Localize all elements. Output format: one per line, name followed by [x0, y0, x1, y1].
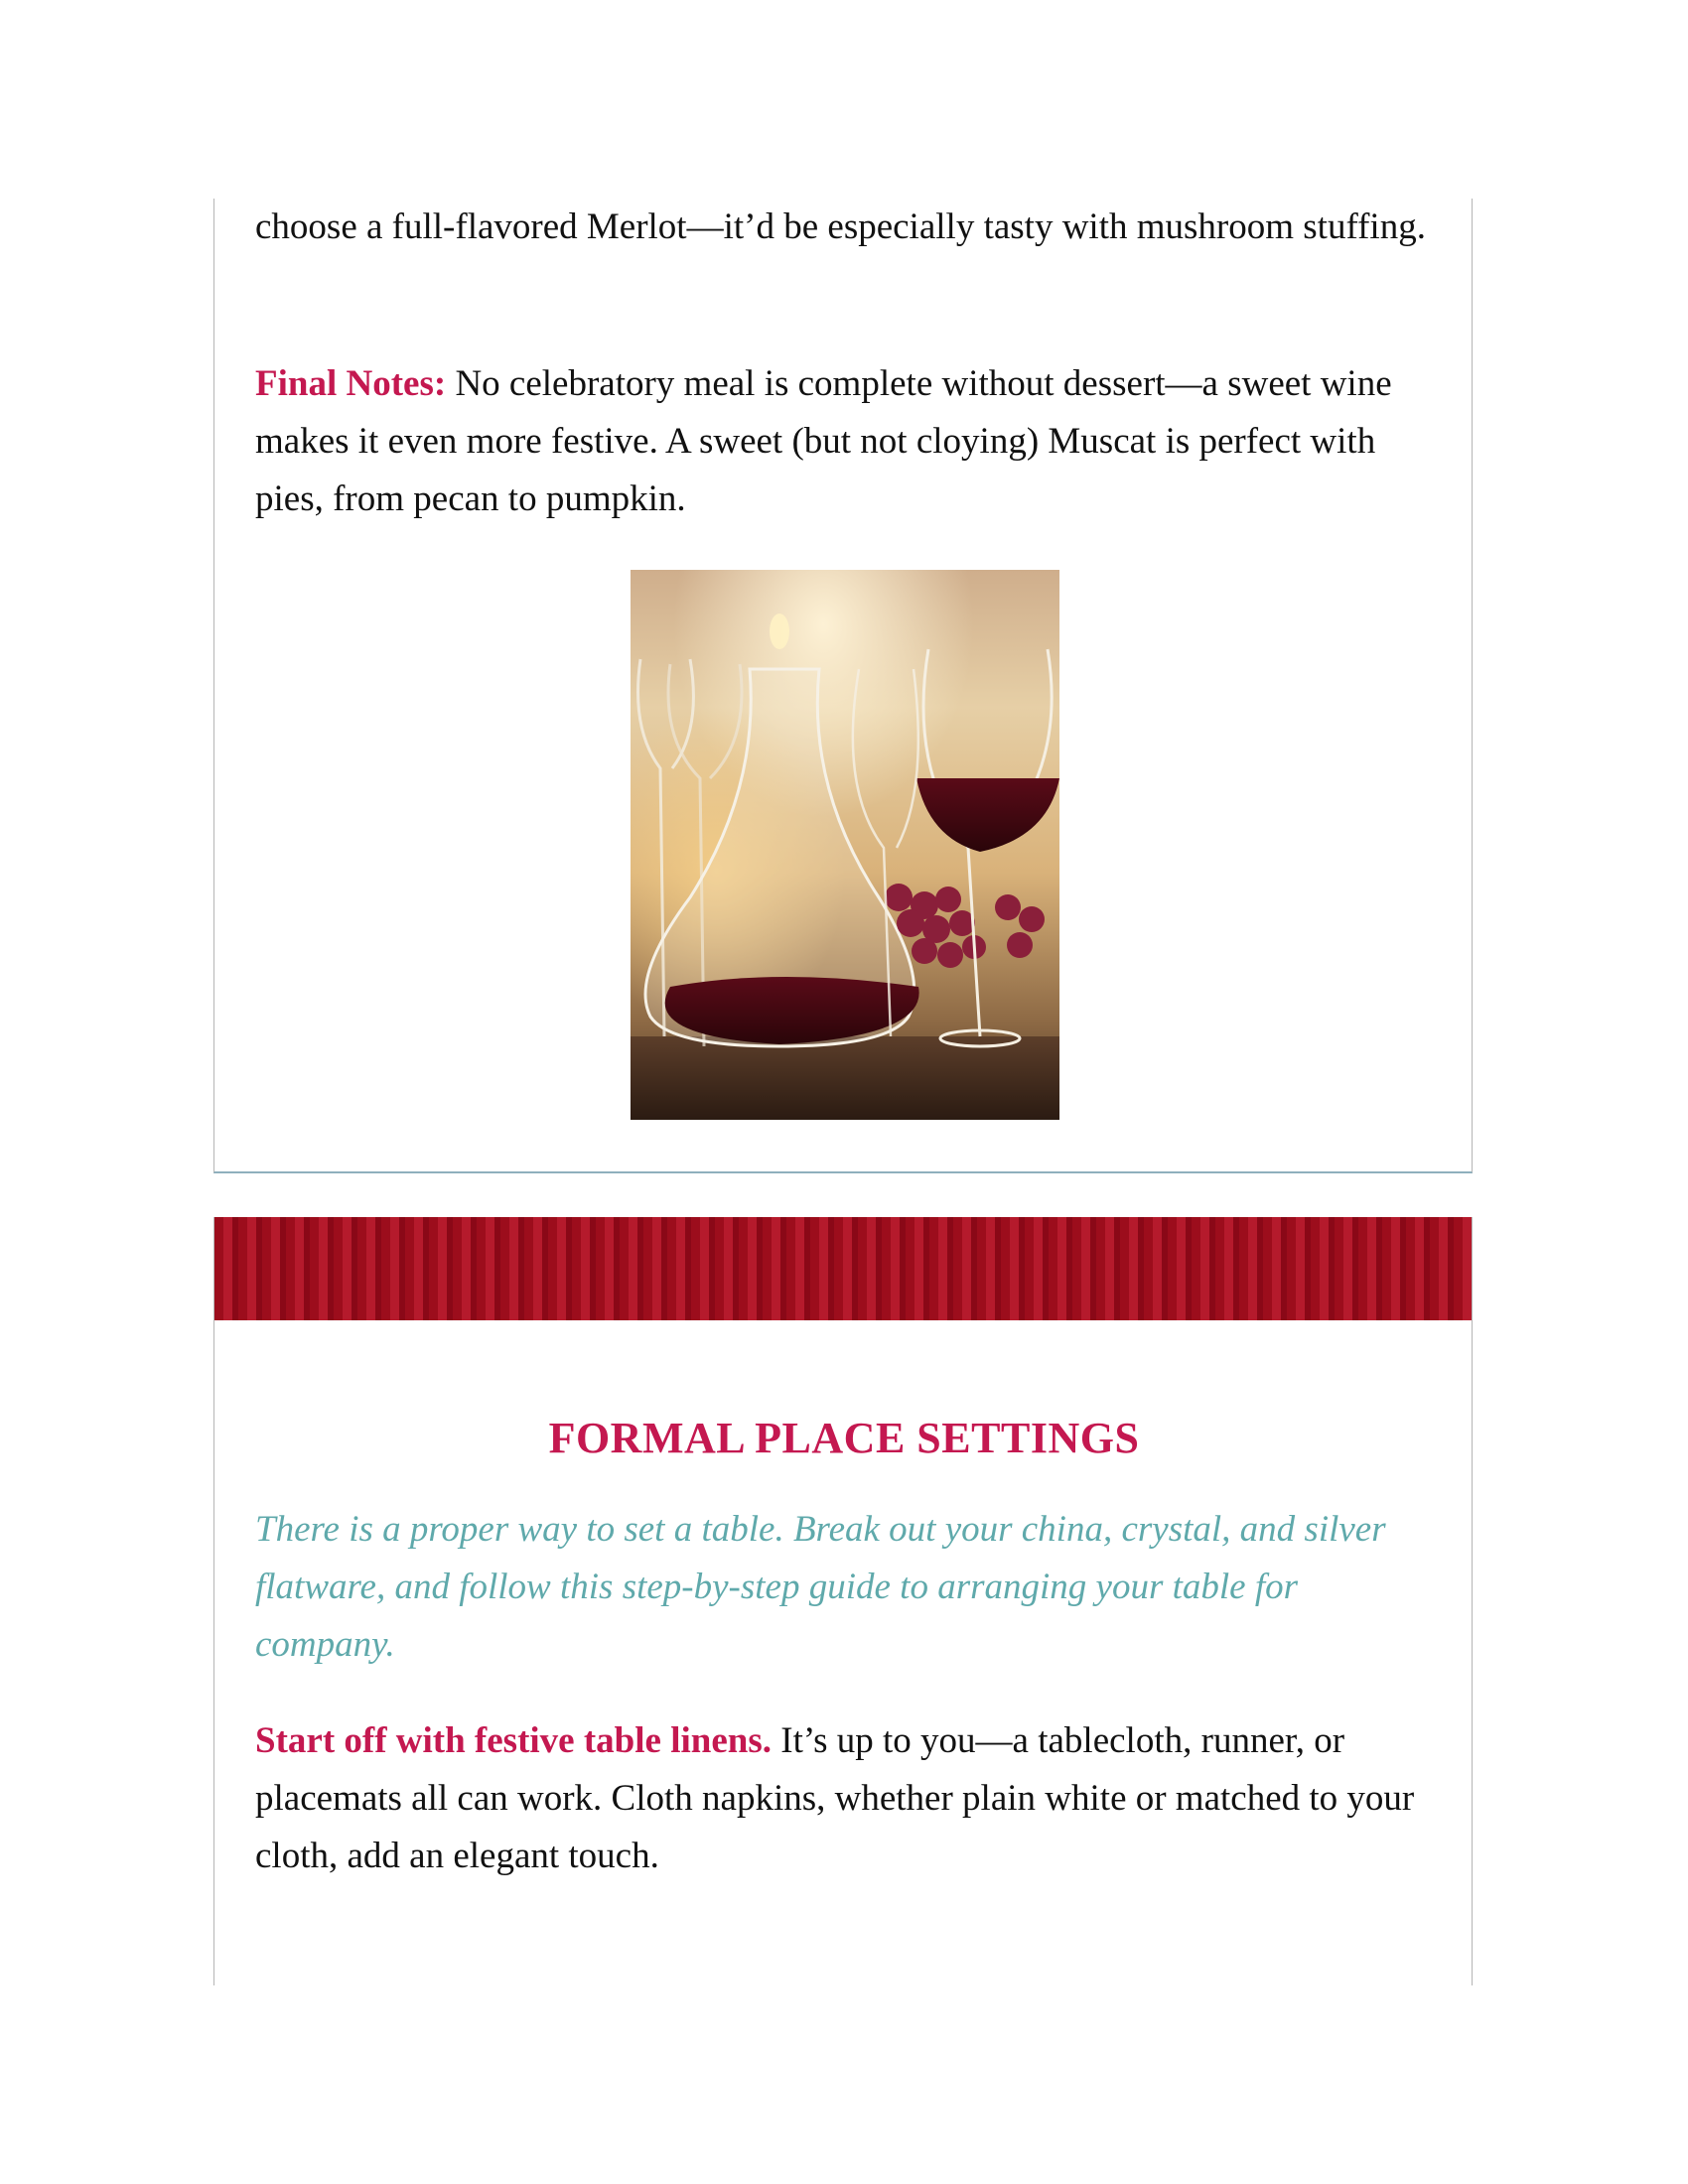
- final-notes-lead: Final Notes:: [255, 363, 447, 404]
- final-notes-text: No celebratory meal is complete without dessert—a sweet wine makes it even more festive. A sweet (but not cloying) Muscat is perfect with pies, from pecan to pumpkin.: [255, 363, 1392, 519]
- step-linens-text: It’s up to you—a tablecloth, runner, or placemats all can work. Cloth napkins, whether plain white or matched to your cloth, add an elegant touch.: [255, 1720, 1415, 1876]
- step-linens-lead: Start off with festive table linens.: [255, 1720, 772, 1761]
- section-intro: There is a proper way to set a table. Break out your china, crystal, and silver flatware, and follow this step-by-step guide to arranging your table for company.: [255, 1509, 1386, 1665]
- final-notes-paragraph: [255, 355, 1447, 528]
- continued-paragraph-text: choose a full-flavored Merlot—it’d be especially tasty with mushroom stuffing.: [255, 206, 1426, 247]
- wine-decanter-photo: [631, 570, 1059, 1120]
- striped-divider-band: [214, 1217, 1472, 1320]
- continued-paragraph: [255, 199, 1447, 256]
- section-heading: FORMAL PLACE SETTINGS: [548, 1414, 1140, 1462]
- step-linens-paragraph: [255, 1712, 1447, 1885]
